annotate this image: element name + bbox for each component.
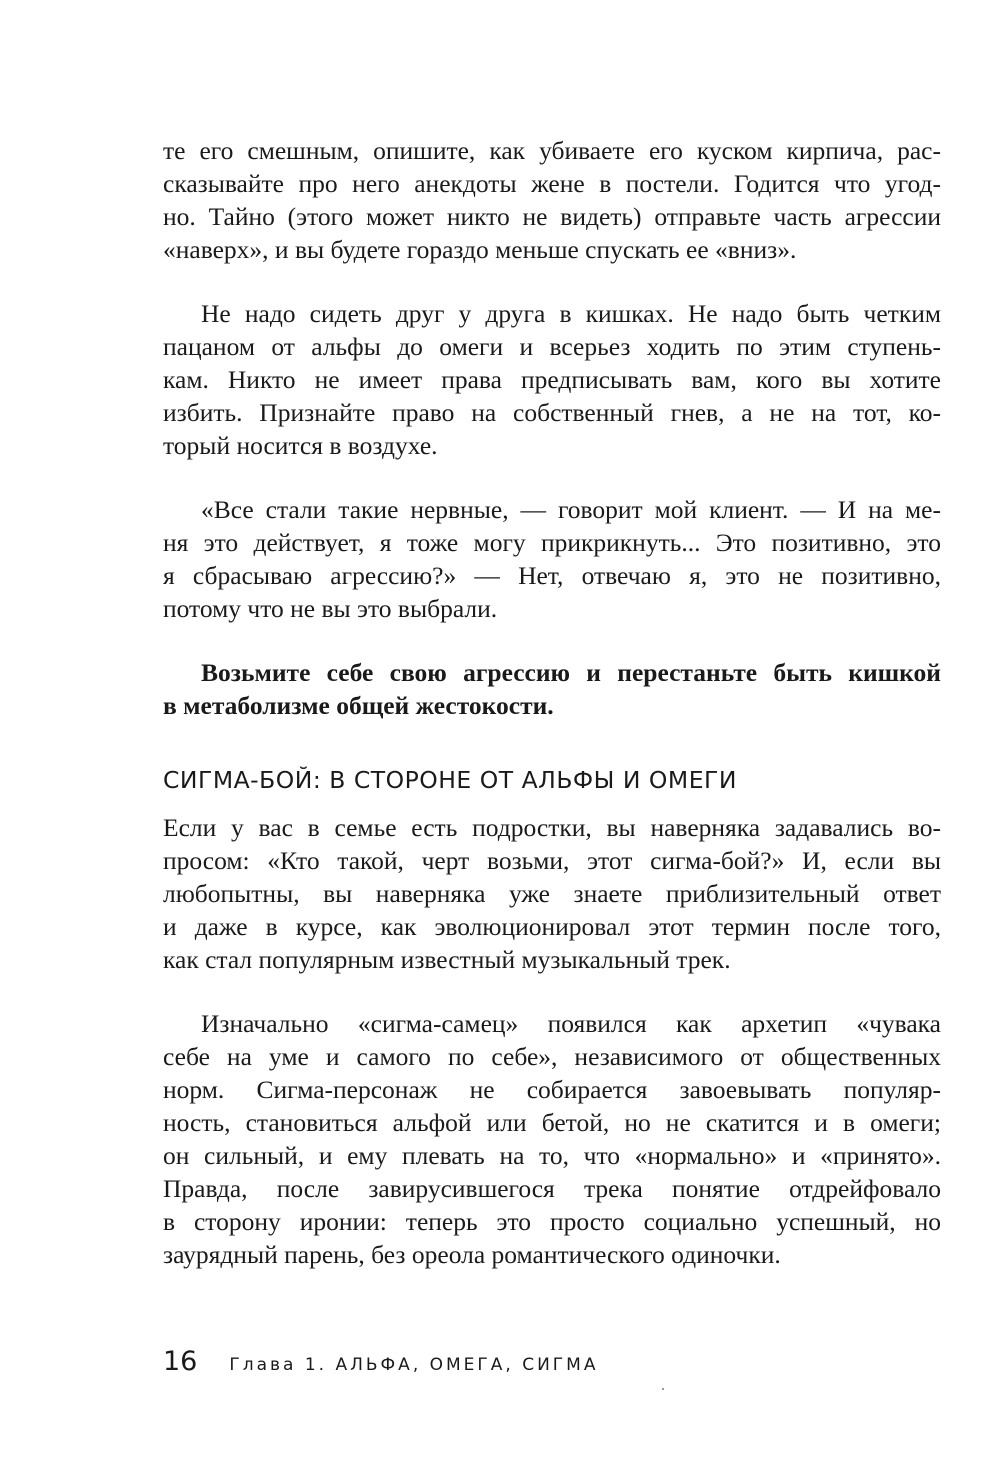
text-line: ня это действует, я тоже могу прикрикнуть... Это позитивно, это <box>163 528 941 557</box>
text-line: себе на уме и самого по себе», независимого от общественных <box>163 1042 941 1071</box>
text-line: пацаном от альфы до омеги и всерьез ходить по этим ступень- <box>163 332 941 361</box>
text-line: «наверх», и вы будете гораздо меньше спускать ее «вниз». <box>163 235 797 264</box>
text-line: как стал популярным известный музыкальный трек. <box>163 945 731 974</box>
text-line: потому что не вы это выбрали. <box>163 594 498 623</box>
text-line: Изначально «сигма-самец» появился как архетип «чувака <box>201 1009 941 1038</box>
scan-speck <box>662 1388 664 1390</box>
section-heading: СИГМА-БОЙ: В СТОРОНЕ ОТ АЛЬФЫ И ОМЕГИ <box>163 766 737 794</box>
text-line: Не надо сидеть друг у друга в кишках. Не надо быть четким <box>201 299 941 328</box>
text-line: любопытны, вы наверняка уже знаете приблизительный ответ <box>163 879 941 908</box>
text-line: избить. Признайте право на собственный гнев, а не на тот, ко- <box>163 398 941 427</box>
text-line: торый носится в воздухе. <box>163 431 438 460</box>
paragraph-1 <box>163 134 941 266</box>
page-number: 16 <box>163 1346 198 1377</box>
text-line: я сбрасываю агрессию?» — Нет, отвечаю я, это не позитивно, <box>163 561 941 590</box>
text-line: сказывайте про него анекдоты жене в постели. Годится что угод- <box>163 169 941 198</box>
section-paragraph-2 <box>163 1007 941 1271</box>
section-paragraph-1 <box>163 811 941 976</box>
text-line: «Все стали такие нервные, — говорит мой клиент. — И на ме- <box>201 495 941 524</box>
page-footer <box>163 1346 598 1377</box>
text-line: просом: «Кто такой, черт возьми, этот сигма-бой?» И, если вы <box>163 846 941 875</box>
text-line: и даже в курсе, как эволюционировал этот термин после того, <box>163 912 941 941</box>
text-line: но. Тайно (этого может никто не видеть) отправьте часть агрессии <box>163 202 941 231</box>
text-line: ность, становиться альфой или бетой, но не скатится и в омеги; <box>163 1108 941 1137</box>
text-line: норм. Сигма-персонаж не собирается завоевывать популяр- <box>163 1075 941 1104</box>
text-line: в метаболизме общей жестокости. <box>163 691 554 720</box>
paragraph-3 <box>163 493 941 625</box>
text-line: в сторону иронии: теперь это просто социально успешный, но <box>163 1207 941 1236</box>
text-line: Если у вас в семье есть подростки, вы наверняка задавались во- <box>163 813 941 842</box>
running-head-chapter: Глава 1. АЛЬФА, ОМЕГА, СИГМА <box>229 1355 599 1375</box>
text-line: заурядный парень, без ореола романтического одиночки. <box>163 1240 781 1269</box>
paragraph-2 <box>163 297 941 462</box>
text-line: он сильный, и ему плевать на то, что «нормально» и «принято». <box>163 1141 941 1170</box>
text-line: Возьмите себе свою агрессию и перестаньте быть кишкой <box>201 658 941 687</box>
text-line: те его смешным, опишите, как убиваете его куском кирпича, рас- <box>163 136 941 165</box>
bold-paragraph <box>163 656 941 722</box>
page-body <box>163 134 941 1271</box>
text-line: Правда, после завирусившегося трека понятие отдрейфовало <box>163 1174 941 1203</box>
text-line: кам. Никто не имеет права предписывать вам, кого вы хотите <box>163 365 941 394</box>
